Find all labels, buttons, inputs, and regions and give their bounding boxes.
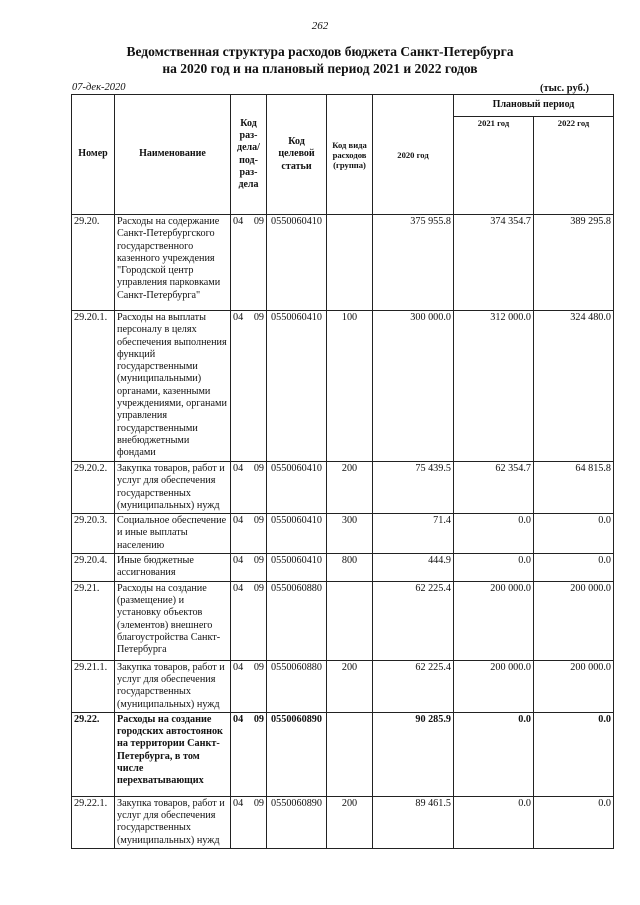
cell-2020: 375 955.8 [373, 215, 454, 311]
cell-name: Закупка товаров, работ и услуг для обеспечения государственных (муниципальных) нужд [115, 660, 231, 712]
cell-name: Расходы на выплаты персоналу в целях обеспечения выполнения функций государственными (муниципальными) органами, казенными учреждениями, органами управления государственными внебюджетными фондами [115, 311, 231, 462]
cell-2021: 200 000.0 [454, 660, 534, 712]
cell-target: 0550060410 [267, 311, 327, 462]
cell-number: 29.21.1. [72, 660, 115, 712]
page-number: 262 [311, 20, 329, 32]
cell-name: Расходы на содержание Санкт-Петербургского государственного казенного учреждения "Городской центр управления парковками Санкт-Петербурга" [115, 215, 231, 311]
subsection-code: 09 [253, 463, 264, 474]
cell-kind: 200 [327, 462, 373, 514]
section-code: 04 [233, 797, 244, 809]
cell-number: 29.20.3. [72, 514, 115, 554]
cell-number: 29.22. [72, 712, 115, 796]
section-code: 04 [233, 515, 244, 527]
table-row [72, 554, 614, 582]
cell-2020: 75 439.5 [373, 462, 454, 514]
section-code: 04 [233, 661, 244, 673]
header-name: Наименование [115, 95, 231, 215]
cell-name: Иные бюджетные ассигнования [115, 554, 231, 582]
cell-section [231, 311, 267, 462]
cell-number: 29.20.4. [72, 554, 115, 582]
subsection-code: 09 [253, 582, 264, 594]
cell-2020: 300 000.0 [373, 311, 454, 462]
cell-2022: 0.0 [534, 554, 614, 582]
section-code: 04 [233, 582, 244, 594]
cell-kind: 200 [327, 660, 373, 712]
section-code: 04 [233, 555, 244, 567]
cell-target: 0550060410 [267, 554, 327, 582]
cell-number: 29.20.2. [72, 462, 115, 514]
section-code: 04 [233, 216, 244, 227]
table-row [72, 796, 614, 848]
cell-2022: 0.0 [534, 514, 614, 554]
cell-name: Социальное обеспечение и иные выплаты населению [115, 514, 231, 554]
cell-name: Расходы на создание городских автостоянок на территории Санкт-Петербурга, в том числе перехватывающих [115, 712, 231, 796]
cell-2021: 374 354.7 [454, 215, 534, 311]
header-planned: Плановый период [454, 95, 614, 117]
subsection-code: 09 [253, 555, 264, 567]
section-code: 04 [233, 463, 244, 474]
cell-section [231, 581, 267, 660]
cell-2022: 200 000.0 [534, 581, 614, 660]
cell-kind: 300 [327, 514, 373, 554]
cell-target: 0550060890 [267, 796, 327, 848]
cell-name: Закупка товаров, работ и услуг для обеспечения государственных (муниципальных) нужд [115, 462, 231, 514]
header-number: Номер [72, 95, 115, 215]
cell-2022: 389 295.8 [534, 215, 614, 311]
cell-kind [327, 215, 373, 311]
cell-target: 0550060410 [267, 215, 327, 311]
cell-2020: 71.4 [373, 514, 454, 554]
budget-table [71, 94, 614, 849]
cell-kind [327, 712, 373, 796]
subsection-code: 09 [253, 216, 264, 227]
units-label: (тыс. руб.) [540, 83, 589, 94]
cell-2022: 324 480.0 [534, 311, 614, 462]
cell-target: 0550060880 [267, 660, 327, 712]
cell-number: 29.22.1. [72, 796, 115, 848]
subsection-code: 09 [253, 661, 264, 673]
cell-2022: 200 000.0 [534, 660, 614, 712]
cell-2021: 0.0 [454, 514, 534, 554]
section-code: 04 [233, 713, 244, 725]
title-line-2: на 2020 год и на плановый период 2021 и 2022 годов [162, 61, 478, 76]
subsection-code: 09 [253, 797, 264, 809]
subsection-code: 09 [253, 713, 264, 725]
cell-kind [327, 581, 373, 660]
cell-section [231, 215, 267, 311]
cell-2021: 200 000.0 [454, 581, 534, 660]
cell-number: 29.21. [72, 581, 115, 660]
table-row [72, 581, 614, 660]
subsection-code: 09 [253, 312, 264, 323]
table-row [72, 514, 614, 554]
cell-number: 29.20. [72, 215, 115, 311]
section-code: 04 [233, 312, 244, 323]
table-row [72, 311, 614, 462]
cell-2021: 0.0 [454, 712, 534, 796]
cell-target: 0550060410 [267, 462, 327, 514]
cell-2021: 0.0 [454, 796, 534, 848]
cell-2022: 0.0 [534, 712, 614, 796]
subsection-code: 09 [253, 515, 264, 527]
cell-name: Расходы на создание (размещение) и установку объектов (элементов) внешнего благоустройства Санкт-Петербурга [115, 581, 231, 660]
header-2020: 2020 год [373, 95, 454, 215]
cell-section [231, 462, 267, 514]
cell-number: 29.20.1. [72, 311, 115, 462]
table-row [72, 215, 614, 311]
title-line-1: Ведомственная структура расходов бюджета Санкт-Петербурга [126, 44, 514, 59]
table-row [72, 660, 614, 712]
cell-2021: 62 354.7 [454, 462, 534, 514]
cell-name: Закупка товаров, работ и услуг для обеспечения государственных (муниципальных) нужд [115, 796, 231, 848]
cell-section [231, 712, 267, 796]
cell-kind: 200 [327, 796, 373, 848]
table-row [72, 712, 614, 796]
header-kind: Код вида расходов (группа) [327, 95, 373, 215]
cell-section [231, 514, 267, 554]
table-row [72, 462, 614, 514]
cell-section [231, 660, 267, 712]
document-date: 07-дек-2020 [72, 82, 126, 93]
cell-2022: 64 815.8 [534, 462, 614, 514]
header-target: Код целевой статьи [267, 95, 327, 215]
cell-2020: 444.9 [373, 554, 454, 582]
cell-2020: 62 225.4 [373, 660, 454, 712]
cell-target: 0550060880 [267, 581, 327, 660]
cell-2021: 312 000.0 [454, 311, 534, 462]
cell-kind: 800 [327, 554, 373, 582]
cell-2020: 62 225.4 [373, 581, 454, 660]
cell-2022: 0.0 [534, 796, 614, 848]
header-2021: 2021 год [454, 117, 534, 215]
header-2022: 2022 год [534, 117, 614, 215]
cell-section [231, 554, 267, 582]
cell-section [231, 796, 267, 848]
cell-2020: 89 461.5 [373, 796, 454, 848]
cell-target: 0550060890 [267, 712, 327, 796]
document-title [0, 43, 640, 77]
cell-2020: 90 285.9 [373, 712, 454, 796]
cell-target: 0550060410 [267, 514, 327, 554]
header-section: Код раз- дела/ под- раз- дела [231, 95, 267, 215]
cell-kind: 100 [327, 311, 373, 462]
cell-2021: 0.0 [454, 554, 534, 582]
